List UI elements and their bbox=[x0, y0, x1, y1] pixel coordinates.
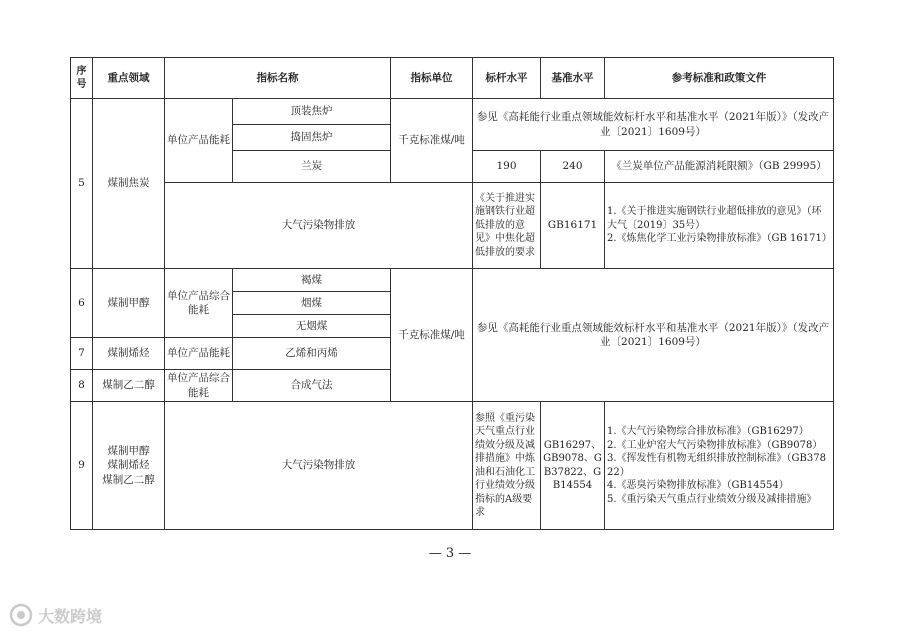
row5-no: 5 bbox=[71, 99, 93, 269]
row5-air: 大气污染物排放 bbox=[165, 183, 473, 269]
row9-benchmark: 参照《重污染天气重点行业绩效分级及减排措施》中炼油和石油化工行业绩效分级指标的A级要求 bbox=[473, 402, 541, 530]
row9-air: 大气污染物排放 bbox=[165, 402, 473, 530]
row7-item: 乙烯和丙烯 bbox=[233, 338, 391, 370]
table-header-row bbox=[71, 58, 834, 99]
row5-lantan-baseline: 240 bbox=[541, 151, 605, 183]
row5-field: 煤制焦炭 bbox=[93, 99, 165, 269]
table-row bbox=[71, 269, 834, 292]
row5-air-ref: 1.《关于推进实施钢铁行业超低排放的意见》（环大气〔2019〕35号） 2.《炼焦化学工业污染物排放标准》（GB 16171） bbox=[605, 183, 834, 269]
row9-ref: 1.《大气污染物综合排放标准》（GB16297） 2.《工业炉窑大气污染物排放标准》（GB9078） 3.《挥发性有机物无组织排放控制标准》（GB37822） 4.《恶臭污染物排放标准》（GB14554） 5.《重污染天气重点行业绩效分级及减排措施》 bbox=[605, 402, 834, 530]
row6-field: 煤制甲醇 bbox=[93, 269, 165, 338]
row6-item2: 烟煤 bbox=[233, 292, 391, 315]
header-no: 序号 bbox=[71, 58, 93, 99]
row5-group: 单位产品能耗 bbox=[165, 99, 233, 183]
header-indicator: 指标名称 bbox=[165, 58, 391, 99]
header-unit: 指标单位 bbox=[391, 58, 473, 99]
header-baseline: 基准水平 bbox=[541, 58, 605, 99]
row9-baseline: GB16297、GB9078、GB37822、GB14554 bbox=[541, 402, 605, 530]
standards-table bbox=[70, 57, 834, 530]
row6-group: 单位产品综合能耗 bbox=[165, 269, 233, 338]
row5-item3: 兰炭 bbox=[233, 151, 391, 183]
row6-item3: 无烟煤 bbox=[233, 315, 391, 338]
row5-ref-top: 参见《高耗能行业重点领域能效标杆水平和基准水平（2021年版）》（发改产业〔2021〕1609号） bbox=[473, 99, 834, 151]
row5-item2: 捣固焦炉 bbox=[233, 125, 391, 151]
row6-no: 6 bbox=[71, 269, 93, 338]
row7-group: 单位产品能耗 bbox=[165, 338, 233, 370]
header-field: 重点领域 bbox=[93, 58, 165, 99]
row9-field: 煤制甲醇 煤制烯烃 煤制乙二醇 bbox=[93, 402, 165, 530]
header-benchmark: 标杆水平 bbox=[473, 58, 541, 99]
row7-field: 煤制烯烃 bbox=[93, 338, 165, 370]
row5-lantan-benchmark: 190 bbox=[473, 151, 541, 183]
table-row bbox=[71, 183, 834, 269]
row6-unit: 千克标准煤/吨 bbox=[391, 269, 473, 402]
row5-item1: 顶装焦炉 bbox=[233, 99, 391, 125]
row6-item1: 褐煤 bbox=[233, 269, 391, 292]
row8-group: 单位产品综合能耗 bbox=[165, 370, 233, 402]
table-row bbox=[71, 402, 834, 530]
row8-no: 8 bbox=[71, 370, 93, 402]
watermark-text: 大数跨境 bbox=[38, 606, 103, 626]
row7-no: 7 bbox=[71, 338, 93, 370]
watermark bbox=[8, 602, 102, 628]
header-reference: 参考标准和政策文件 bbox=[605, 58, 834, 99]
row9-no: 9 bbox=[71, 402, 93, 530]
row5-air-baseline: GB16171 bbox=[541, 183, 605, 269]
row5-air-benchmark: 《关于推进实施钢铁行业超低排放的意见》中焦化超低排放的要求 bbox=[473, 183, 541, 269]
table-row bbox=[71, 99, 834, 125]
row8-field: 煤制乙二醇 bbox=[93, 370, 165, 402]
row5-lantan-ref: 《兰炭单位产品能源消耗限额》（GB 29995） bbox=[605, 151, 834, 183]
page-number: — 3 — bbox=[428, 546, 472, 561]
row5-unit: 千克标准煤/吨 bbox=[391, 99, 473, 183]
row6-ref: 参见《高耗能行业重点领域能效标杆水平和基准水平（2021年版）》（发改产业〔2021〕1609号） bbox=[473, 269, 834, 402]
watermark-logo-icon bbox=[8, 602, 34, 628]
row8-item: 合成气法 bbox=[233, 370, 391, 402]
